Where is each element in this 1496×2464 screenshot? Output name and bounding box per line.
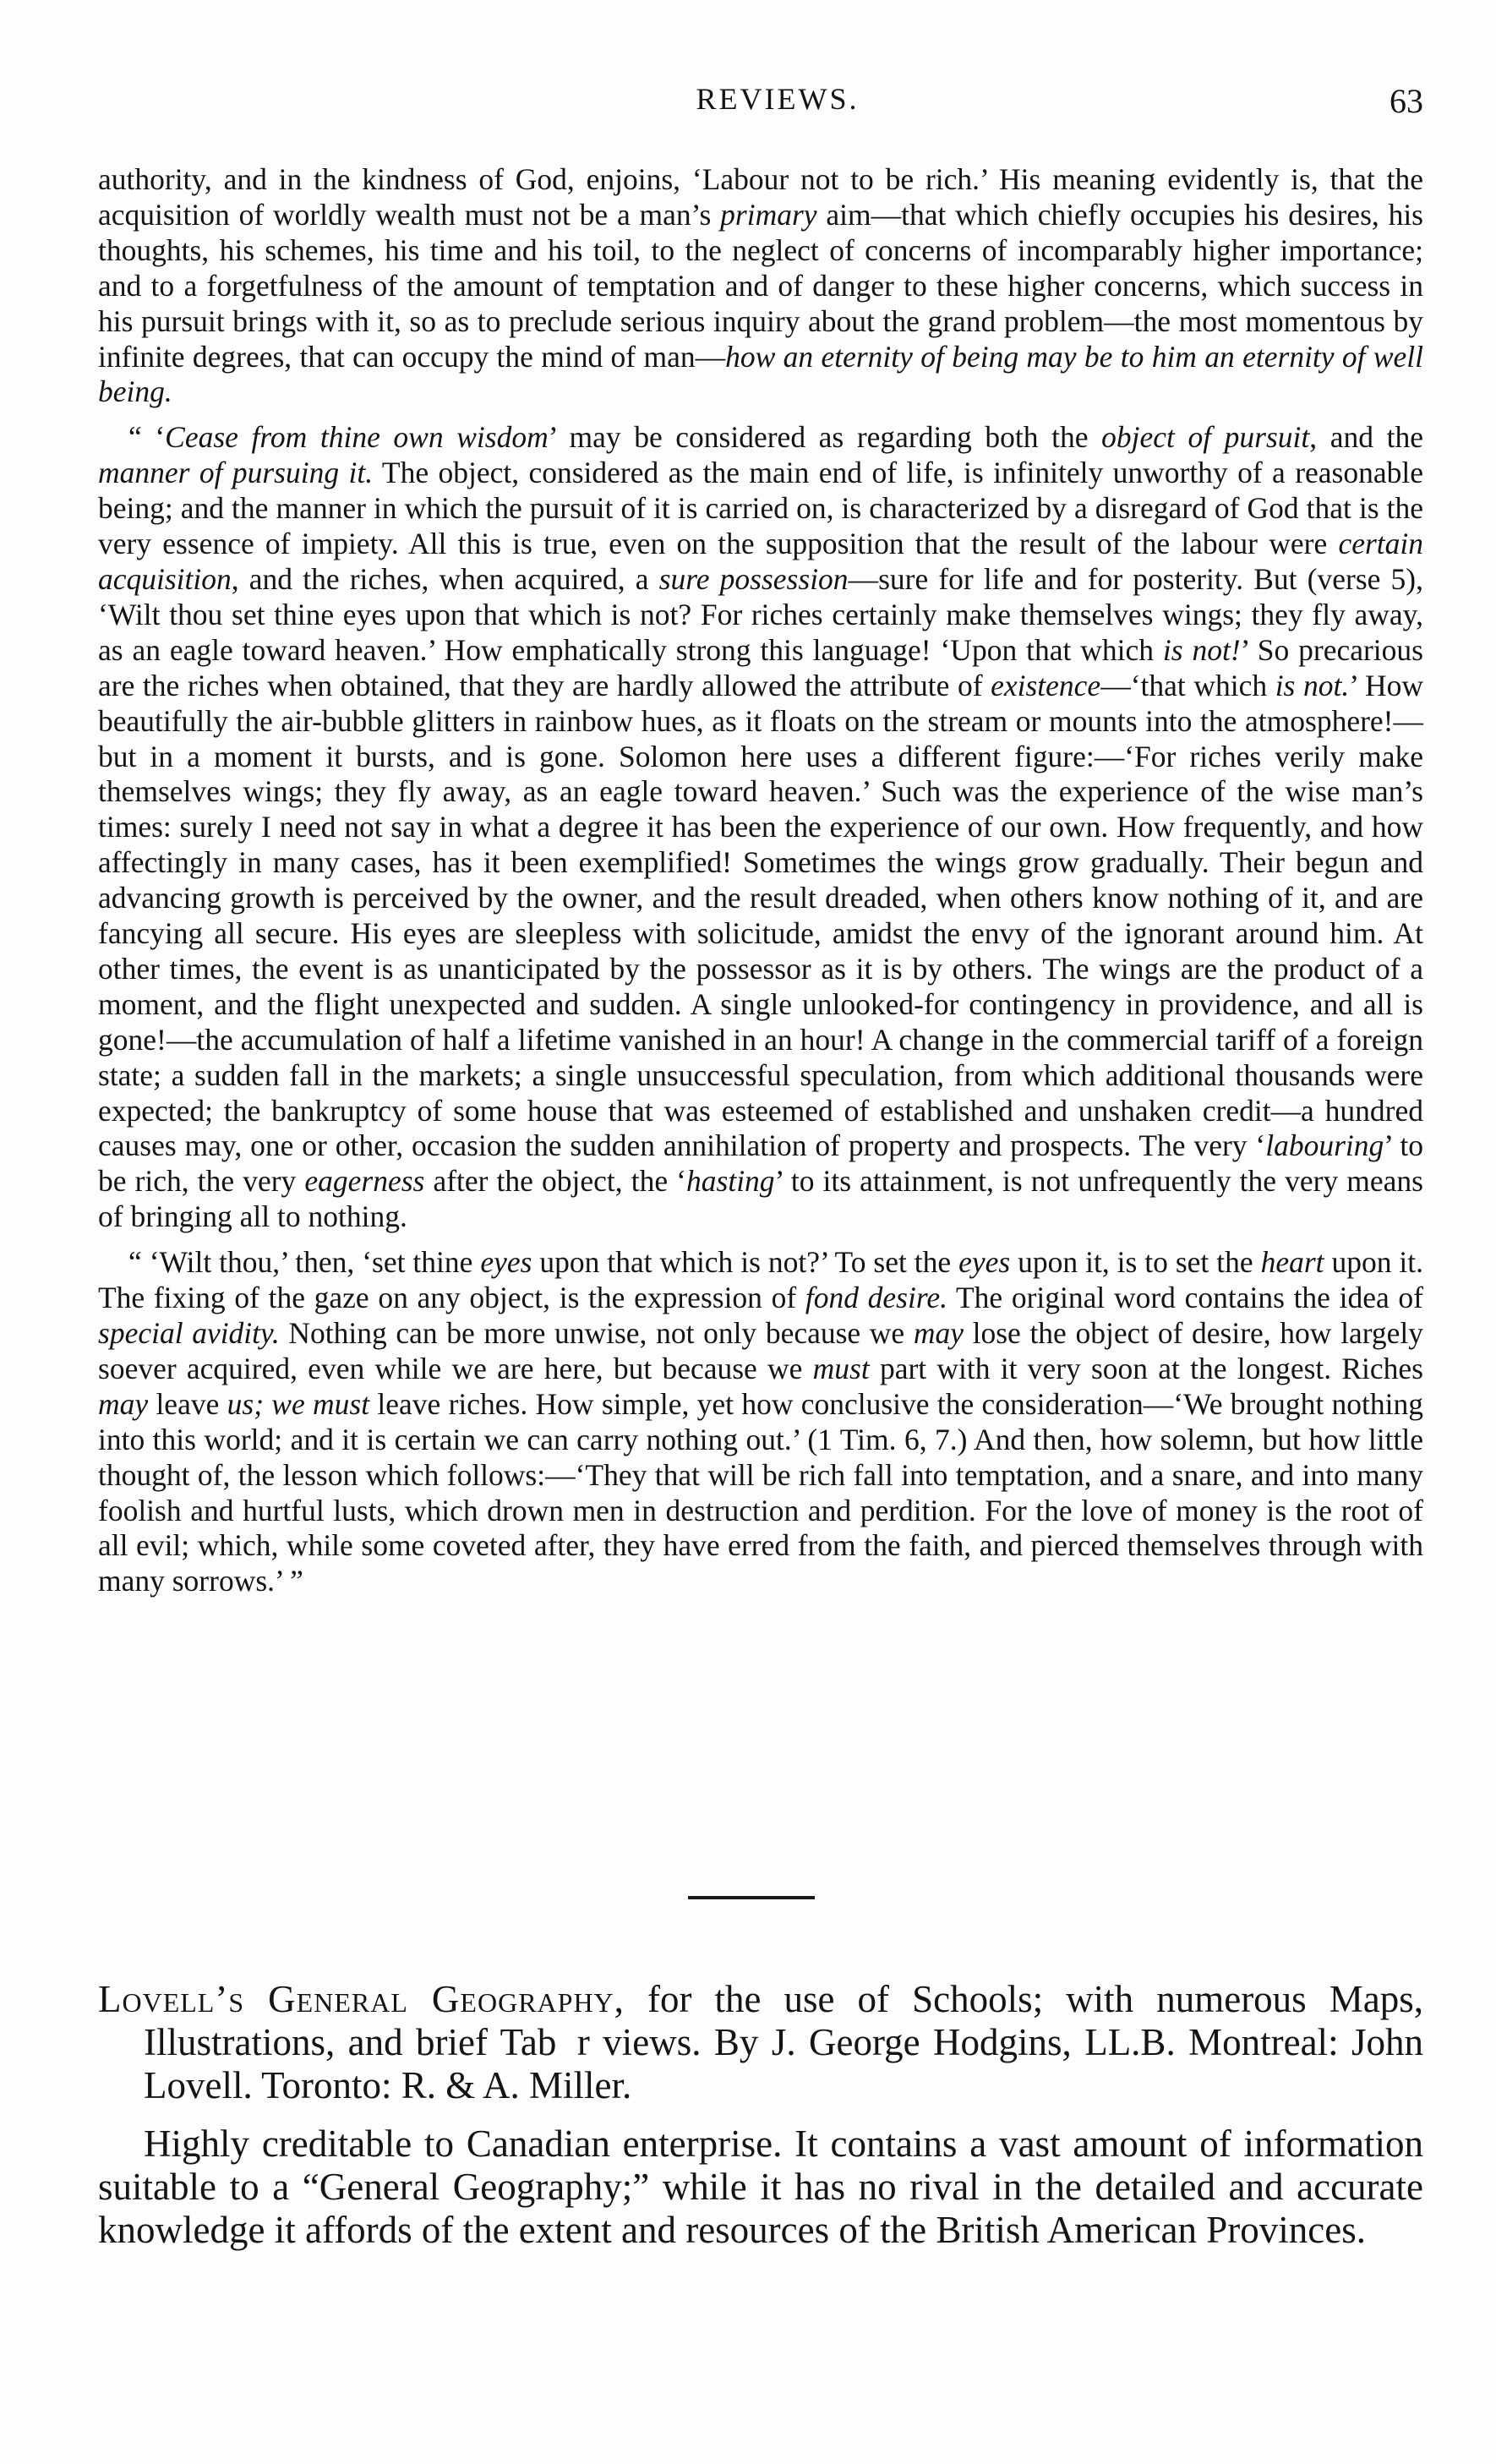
italic-run: existence — [991, 668, 1101, 702]
text-run: upon it, is to set the — [1010, 1245, 1261, 1280]
section-divider — [688, 1896, 815, 1899]
text-run: , and the — [1309, 420, 1423, 455]
italic-run: is not. — [1275, 668, 1350, 702]
text-run: ’ to its attainment, is not unfrequently the very means of bringing all to nothing. — [98, 1164, 1423, 1234]
italic-run: us; we must — [227, 1386, 370, 1421]
text-run: leave — [148, 1386, 227, 1421]
review-text: Highly creditable to Canadian enterprise. It contains a vast amount of information suitable to a “General Geography;” while it has no rival in the detailed and accurate knowledge it affords of the extent and resources of the British American Provinces. — [98, 2123, 1423, 2251]
text-run: ’ to be rich, the very — [98, 1128, 1423, 1199]
text-run: , and the riches, when acquired, a — [231, 561, 659, 596]
running-head: REVIEWS. — [696, 82, 860, 116]
italic-run: eyes — [958, 1245, 1011, 1280]
text-run: after the object, the ‘ — [424, 1164, 687, 1199]
text-run: lose the object of desire, how largely soever acquired, even while we are here, but because we — [98, 1316, 1424, 1385]
text-run: —‘that which — [1100, 668, 1275, 702]
text-run: ’ How beautifully the air-bubble glitters in rainbow hues, as it floats on the stream or mounts into the atmosphere!—but in a moment it bursts, and is gone. Solomon here uses a different figure:—‘For riches verily make themselves wings; they fly away, as an eagle toward heaven.’ Such was the experience of the wise man’s times: surely I need not say in what a degree it has been the experience of our own. How frequently, and how affectingly in many cases, has it been exemplified! Sometimes the wings grow gradually. Their begun and advancing growth is perceived by the owner, and the result dreaded, when others know nothing of it, and are fancying all secure. His eyes are sleepless with solicitude, amidst the envy of the ignorant around him. At other times, the event is as unanticipated by the possessor as it is by others. The wings are the product of a moment, and the flight unexpected and sudden. A single unlooked-for contingency in providence, and all is gone!—the accumulation of half a lifetime vanished in an hour! A change in the commercial tariff of a foreign state; a sudden fall in the markets; a single unsuccessful speculation, from which additional thousands were expected; the bankruptcy of some house that was esteemed of established and unshaken credit—a hundred causes may, one or other, occasion the sudden annihilation of property and prospects. The very ‘ — [98, 668, 1424, 1163]
italic-run: Cease from thine own wisdom — [165, 420, 549, 455]
paragraph-cease-from-wisdom — [98, 420, 1423, 1235]
page-number: 63 — [1390, 82, 1423, 120]
text-run: —sure for life and for posterity. But (verse 5), ‘Wilt thou set thine eyes upon that which is not? For riches certainly make themselves wings; they fly away, as an eagle toward heaven.’ How emphatically strong this language! ‘Upon that which — [98, 561, 1424, 667]
text-run: upon it. The fixing of the gaze on any object, is the expression of — [98, 1245, 1424, 1315]
italic-run: how an eternity of being may be to him an eternity of well being. — [98, 339, 1424, 409]
book-notice — [98, 1978, 1423, 2252]
text-run: upon that which is not?’ To set the — [532, 1245, 959, 1280]
text-run: leave riches. How simple, yet how conclusive the consideration—‘We brought nothing into this world; and it is certain we can carry nothing out.’ (1 Tim. 6, 7.) And then, how solemn, but how little thought of, the lesson which follows:—‘They that will be rich fall into temptation, and a snare, and into many foolish and hurtful lusts, which drown men in destruction and perdition. For the love of money is the root of all evil; which, while some coveted after, they have erred from the faith, and pierced themselves through with many sorrows.’ ” — [98, 1386, 1423, 1598]
italic-run: is not! — [1162, 632, 1241, 667]
book-title: Lovell’s General Geography, — [98, 1978, 625, 2020]
italic-run: manner of pursuing it. — [98, 456, 374, 490]
page-header — [98, 81, 1423, 132]
article-body — [98, 162, 1423, 1599]
italic-run: eyes — [480, 1245, 532, 1280]
italic-run: object of pursuit — [1101, 420, 1310, 455]
text-run: ’ may be considered as regarding both the — [548, 420, 1102, 455]
italic-run: special avidity. — [98, 1316, 280, 1350]
text-run: The object, considered as the main end of life, is infinitely unworthy of a reasonable being; and the manner in which the pursuit of it is carried on, is characterized by a disregard of God that is the very essence of impiety. All this is true, even on the supposition that the result of the labour were — [98, 456, 1423, 561]
italic-run: eagerness — [304, 1164, 425, 1199]
text-run: authority, and in the kindness of God, enjoins, ‘Labour not to be rich.’ His meaning evidently is, that the acquisition of worldly wealth must not be a man’s — [98, 162, 1423, 232]
italic-run: sure possession — [658, 561, 849, 596]
text-run: aim—that which chiefly occupies his desires, his thoughts, his schemes, his time and his toil, to the neglect of concerns of incomparably higher importance; and to a forgetfulness of the amount of temptation and of danger to these higher concerns, which success in his pursuit brings with it, so as to preclude serious inquiry about the grand problem—the most momentous by infinite degrees, that can occupy the mind of man— — [98, 197, 1423, 374]
italic-run: fond desire. — [805, 1281, 947, 1315]
text-run: part with it very soon at the longest. Riches — [869, 1351, 1423, 1385]
paragraph-wilt-thou — [98, 1245, 1423, 1599]
italic-run: primary — [720, 197, 817, 232]
paragraph-continued — [98, 162, 1423, 410]
italic-run: labouring — [1265, 1128, 1384, 1163]
text-run: “ ‘ — [128, 420, 166, 455]
italic-run: heart — [1260, 1245, 1324, 1280]
italic-run: may — [98, 1386, 149, 1421]
italic-run: must — [812, 1351, 870, 1385]
text-run: ’ So precarious are the riches when obtained, that they are hardly allowed the attribute of — [98, 632, 1423, 702]
text-run: The original word contains the idea of — [947, 1281, 1423, 1315]
italic-run: certain acquisition — [98, 527, 1423, 596]
citation-details: for the use of Schools; with numerous Maps, Illustrations, and brief Tab r views. By J. George Hodgins, LL.B. Montreal: John Lovell. Toronto: R. & A. Miller. — [144, 1978, 1423, 2106]
book-citation — [98, 1978, 1423, 2107]
italic-run: hasting — [686, 1164, 775, 1199]
text-run: Nothing can be more unwise, not only because we — [279, 1316, 914, 1350]
italic-run: may — [913, 1316, 964, 1350]
text-run: “ ‘Wilt thou,’ then, ‘set thine — [128, 1245, 481, 1280]
